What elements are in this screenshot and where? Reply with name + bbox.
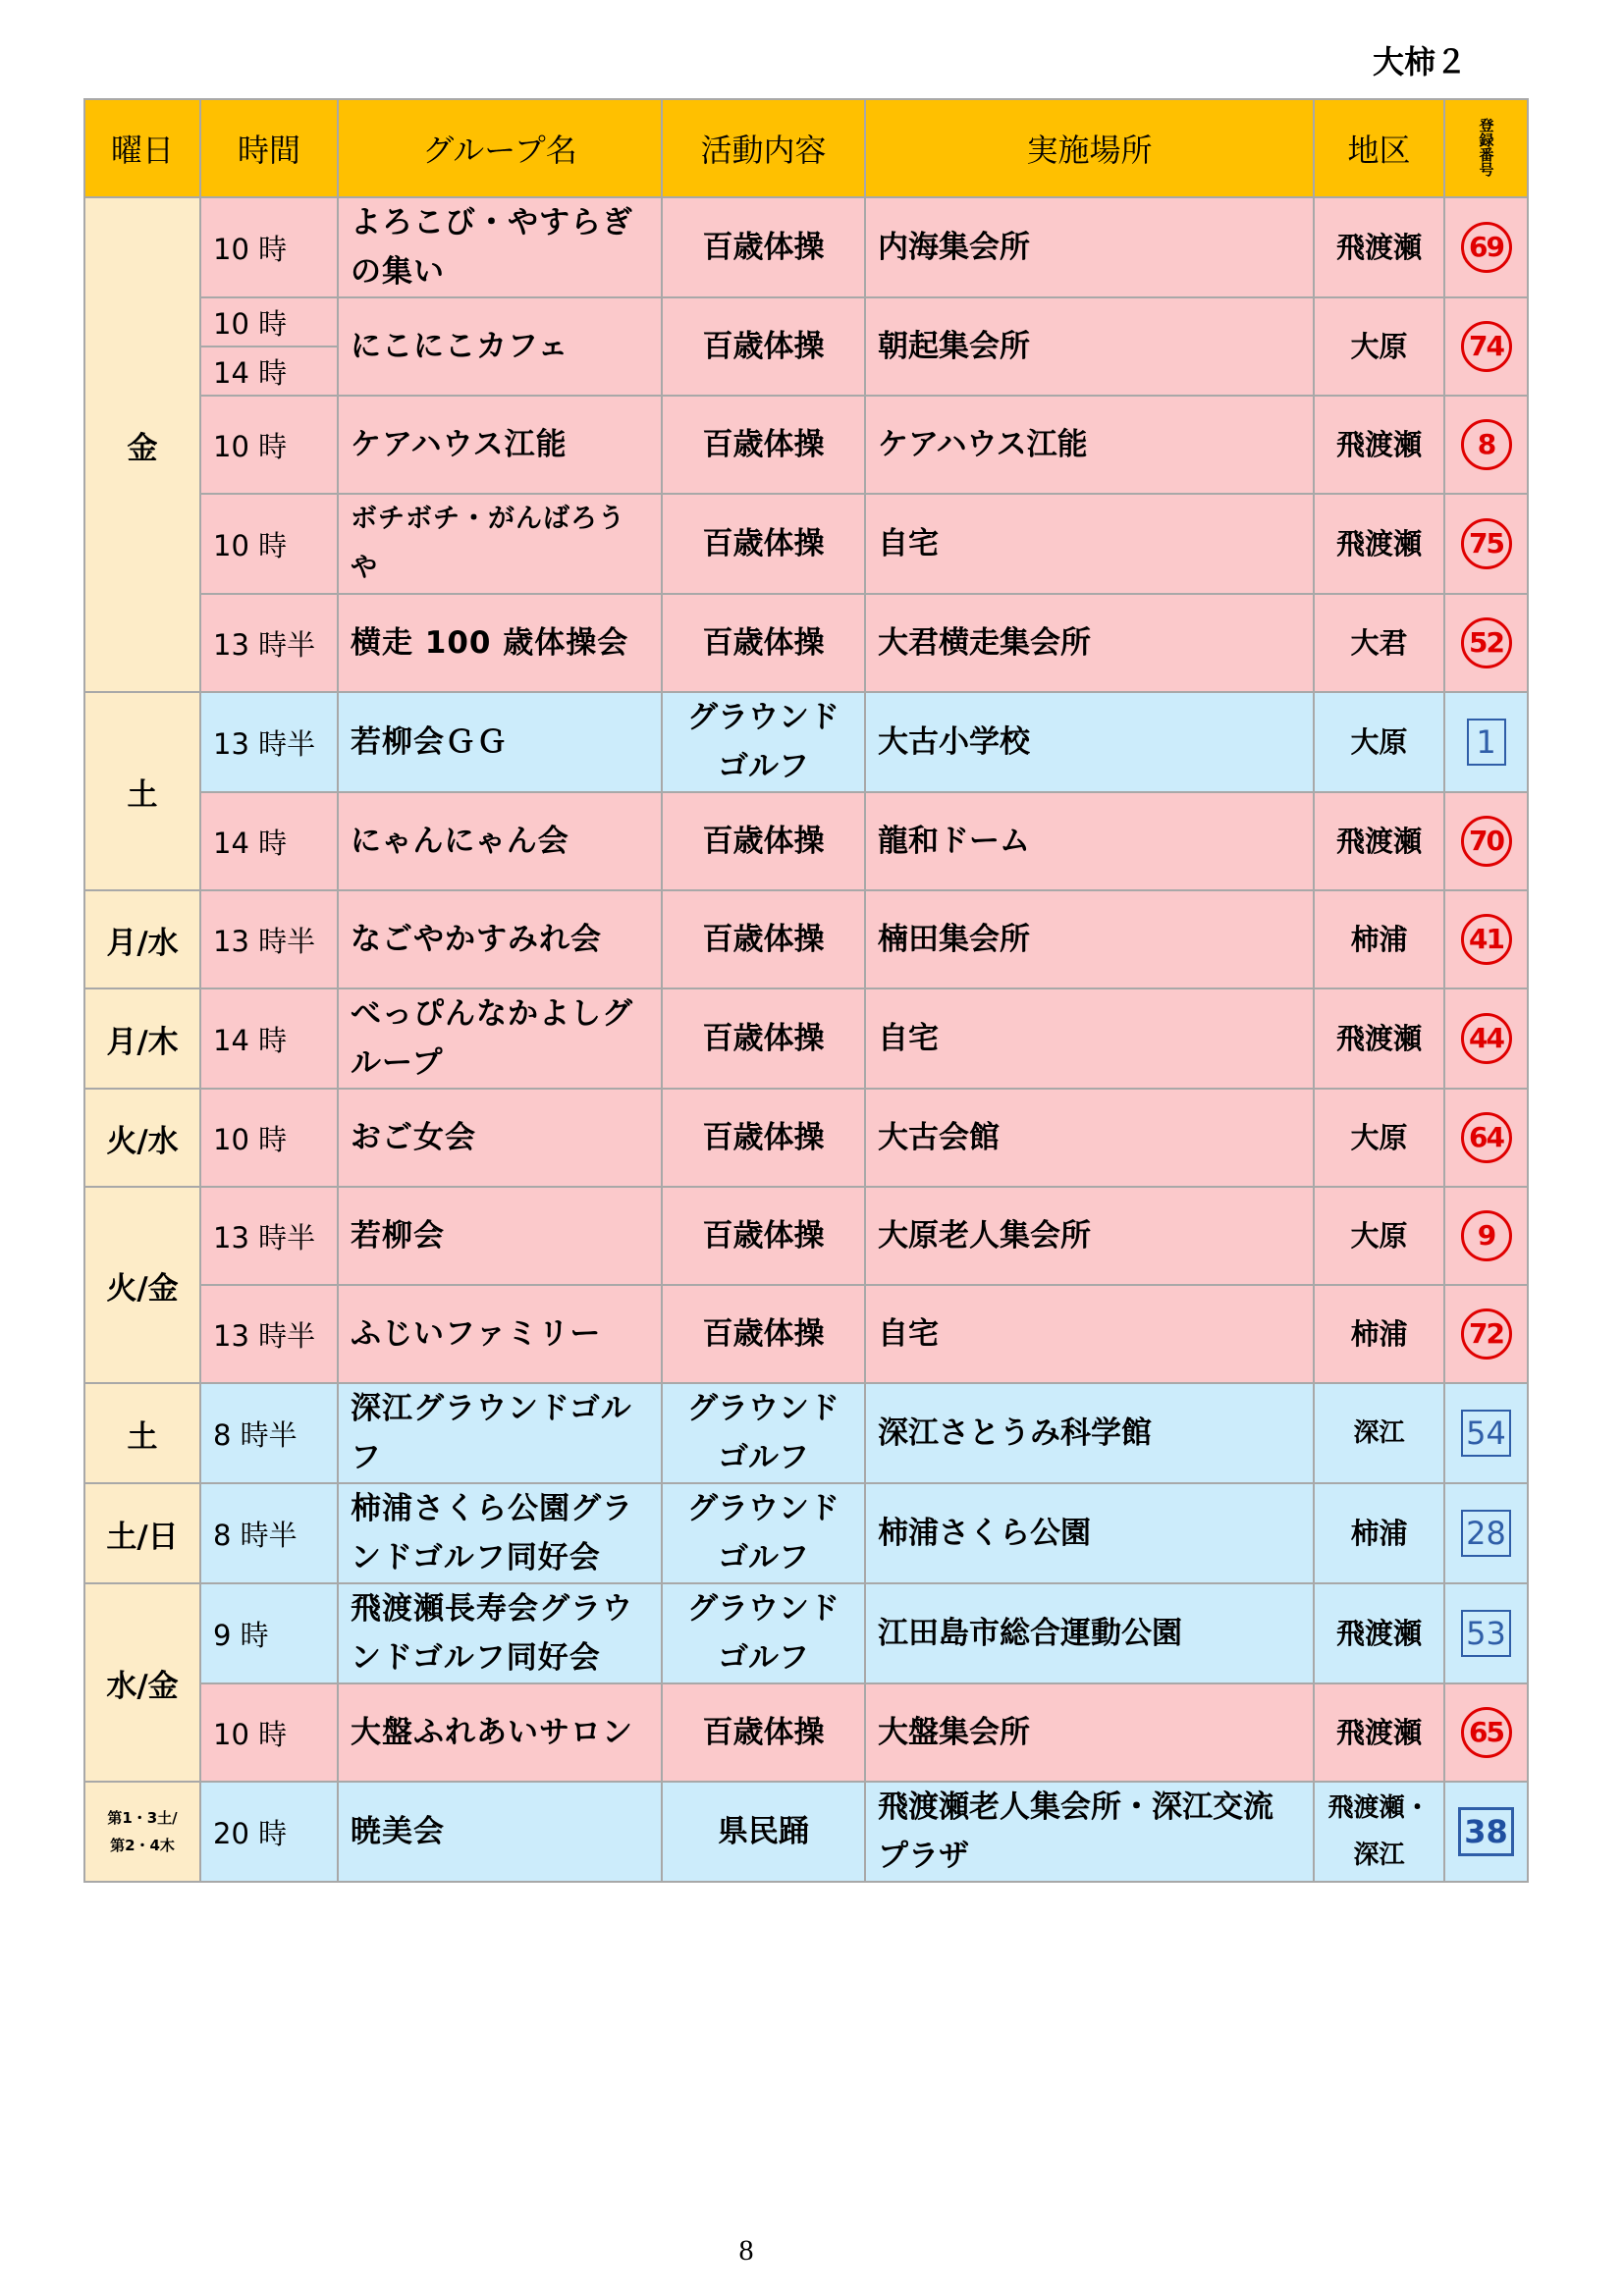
area-cell: 大原 (1314, 1089, 1444, 1187)
activity-cell: 百歳体操 (662, 1683, 865, 1782)
reg-number-badge: 52 (1461, 617, 1512, 668)
reg-cell (1444, 692, 1528, 792)
location-cell: 江田島市総合運動公園 (865, 1583, 1314, 1683)
reg-number-badge: 1 (1467, 719, 1506, 766)
time-cell: 10 時 (200, 1683, 338, 1782)
header-activity: 活動内容 (662, 99, 865, 197)
activity-cell: 県民踊 (662, 1782, 865, 1882)
table-row (84, 692, 1528, 792)
day-cell (84, 1782, 200, 1882)
location-cell: 大君横走集会所 (865, 594, 1314, 692)
group-cell: 飛渡瀬長寿会グラウンドゴルフ同好会 (338, 1583, 662, 1683)
reg-cell (1444, 1782, 1528, 1882)
group-cell: 大盤ふれあいサロン (338, 1683, 662, 1782)
day-cell: 土/日 (84, 1483, 200, 1583)
day-cell: 月/水 (84, 890, 200, 988)
day-cell: 月/木 (84, 988, 200, 1089)
group-cell: よろこび・やすらぎの集い (338, 197, 662, 297)
table-row (84, 494, 1528, 594)
time-cell: 10 時 (200, 1089, 338, 1187)
activity-cell: 百歳体操 (662, 988, 865, 1089)
day-cell: 金 (84, 197, 200, 692)
table-row (84, 1583, 1528, 1683)
reg-number-badge: 65 (1461, 1707, 1512, 1758)
reg-number-badge: 9 (1461, 1210, 1512, 1261)
group-cell: おご女会 (338, 1089, 662, 1187)
time-cell: 13 時半 (200, 594, 338, 692)
area-cell: 大原 (1314, 1187, 1444, 1285)
location-cell: 自宅 (865, 988, 1314, 1089)
group-cell: ケアハウス江能 (338, 396, 662, 494)
table-row (84, 1285, 1528, 1383)
day-cell: 土 (84, 1383, 200, 1483)
activity-cell: グラウンドゴルフ (662, 692, 865, 792)
area-cell: 飛渡瀬 (1314, 1683, 1444, 1782)
group-cell: 深江グラウンドゴルフ (338, 1383, 662, 1483)
reg-cell (1444, 594, 1528, 692)
group-cell: にゃんにゃん会 (338, 792, 662, 890)
time-cell: 13 時半 (200, 692, 338, 792)
reg-cell (1444, 1187, 1528, 1285)
activity-cell: 百歳体操 (662, 1285, 865, 1383)
table-row (84, 1383, 1528, 1483)
area-cell: 飛渡瀬 (1314, 197, 1444, 297)
location-cell: 飛渡瀬老人集会所・深江交流プラザ (865, 1782, 1314, 1882)
location-cell: 自宅 (865, 494, 1314, 594)
table-row (84, 1782, 1528, 1882)
reg-cell (1444, 988, 1528, 1089)
reg-number-badge: 8 (1461, 419, 1512, 470)
table-row (84, 1683, 1528, 1782)
location-cell: 大古会館 (865, 1089, 1314, 1187)
reg-number-badge: 28 (1461, 1510, 1511, 1557)
group-cell: にこにこカフェ (338, 297, 662, 396)
time-cell: 20 時 (200, 1782, 338, 1882)
area-cell: 深江 (1314, 1383, 1444, 1483)
area-cell: 飛渡瀬 (1314, 396, 1444, 494)
table-row (84, 396, 1528, 494)
reg-number-badge: 69 (1461, 222, 1512, 273)
area-cell: 大君 (1314, 594, 1444, 692)
time-cell: 8 時半 (200, 1483, 338, 1583)
time-cell: 14 時 (200, 347, 338, 396)
time-cell: 10 時 (200, 197, 338, 297)
area-cell: 柿浦 (1314, 1483, 1444, 1583)
location-cell: ケアハウス江能 (865, 396, 1314, 494)
reg-cell (1444, 1089, 1528, 1187)
location-cell: 大盤集会所 (865, 1683, 1314, 1782)
area-cell: 大原 (1314, 692, 1444, 792)
time-cell: 13 時半 (200, 1285, 338, 1383)
time-cell: 10 時 (200, 494, 338, 594)
group-cell: べっぴんなかよしグループ (338, 988, 662, 1089)
area-cell: 柿浦 (1314, 1285, 1444, 1383)
time-cell: 14 時 (200, 988, 338, 1089)
day-line-2: 第2・4木 (110, 1837, 175, 1854)
time-cell: 10 時 (200, 396, 338, 494)
activity-cell: グラウンドゴルフ (662, 1583, 865, 1683)
group-cell: 横走 100 歳体操会 (338, 594, 662, 692)
day-cell: 火/金 (84, 1187, 200, 1383)
area-cell: 大原 (1314, 297, 1444, 396)
activity-cell: 百歳体操 (662, 297, 865, 396)
group-cell: 若柳会 (338, 1187, 662, 1285)
corner-label: 大柿２ (1373, 43, 1468, 80)
table-row (84, 792, 1528, 890)
reg-cell (1444, 1583, 1528, 1683)
reg-number-badge: 64 (1461, 1112, 1512, 1163)
reg-cell (1444, 494, 1528, 594)
reg-cell (1444, 1683, 1528, 1782)
table-row (84, 1483, 1528, 1583)
table-row (84, 890, 1528, 988)
reg-number-badge: 70 (1461, 816, 1512, 867)
table-row (84, 988, 1528, 1089)
group-cell: ボチボチ・がんばろうや (338, 494, 662, 594)
reg-number-badge: 38 (1458, 1807, 1514, 1856)
header-group: グループ名 (338, 99, 662, 197)
header-row (84, 99, 1528, 197)
location-cell: 龍和ドーム (865, 792, 1314, 890)
activity-schedule-table (83, 98, 1529, 1883)
table-row (84, 197, 1528, 297)
time-cell: 14 時 (200, 792, 338, 890)
group-cell: なごやかすみれ会 (338, 890, 662, 988)
reg-number-badge: 53 (1461, 1610, 1511, 1657)
location-cell: 内海集会所 (865, 197, 1314, 297)
reg-cell (1444, 1383, 1528, 1483)
group-cell: 若柳会ＧＧ (338, 692, 662, 792)
reg-cell (1444, 297, 1528, 396)
time-cell: 9 時 (200, 1583, 338, 1683)
area-cell: 飛渡瀬 (1314, 792, 1444, 890)
activity-cell: 百歳体操 (662, 792, 865, 890)
location-cell: 楠田集会所 (865, 890, 1314, 988)
location-cell: 大古小学校 (865, 692, 1314, 792)
reg-number-badge: 54 (1461, 1410, 1511, 1457)
area-cell: 飛渡瀬 (1314, 494, 1444, 594)
table-row (84, 594, 1528, 692)
reg-number-badge: 44 (1461, 1013, 1512, 1064)
table-row (84, 1187, 1528, 1285)
area-cell: 飛渡瀬 (1314, 988, 1444, 1089)
day-cell: 火/水 (84, 1089, 200, 1187)
area-cell: 柿浦 (1314, 890, 1444, 988)
time-cell: 13 時半 (200, 1187, 338, 1285)
location-cell: 自宅 (865, 1285, 1314, 1383)
reg-cell (1444, 1285, 1528, 1383)
reg-number-badge: 74 (1461, 321, 1512, 372)
reg-cell (1444, 890, 1528, 988)
activity-cell: グラウンドゴルフ (662, 1383, 865, 1483)
area-cell: 飛渡瀬 (1314, 1583, 1444, 1683)
reg-number-badge: 75 (1461, 518, 1512, 569)
page-number: 8 (738, 2234, 754, 2267)
activity-cell: 百歳体操 (662, 197, 865, 297)
area-cell: 飛渡瀬・深江 (1314, 1782, 1444, 1882)
header-reg-no-label: 登録番号 (1477, 118, 1495, 177)
group-cell: 暁美会 (338, 1782, 662, 1882)
reg-cell (1444, 792, 1528, 890)
reg-cell (1444, 1483, 1528, 1583)
header-area: 地区 (1314, 99, 1444, 197)
activity-cell: 百歳体操 (662, 396, 865, 494)
table-row (84, 297, 1528, 347)
activity-cell: グラウンドゴルフ (662, 1483, 865, 1583)
location-cell: 柿浦さくら公園 (865, 1483, 1314, 1583)
activity-cell: 百歳体操 (662, 890, 865, 988)
activity-cell: 百歳体操 (662, 1089, 865, 1187)
reg-cell (1444, 197, 1528, 297)
table-row (84, 1089, 1528, 1187)
day-line-1: 第1・3土/ (107, 1809, 178, 1827)
group-cell: ふじいファミリー (338, 1285, 662, 1383)
reg-cell (1444, 396, 1528, 494)
time-cell: 8 時半 (200, 1383, 338, 1483)
reg-number-badge: 41 (1461, 914, 1512, 965)
activity-cell: 百歳体操 (662, 594, 865, 692)
reg-number-badge: 72 (1461, 1308, 1512, 1360)
location-cell: 深江さとうみ科学館 (865, 1383, 1314, 1483)
header-reg-no (1444, 99, 1528, 197)
time-cell: 10 時 (200, 297, 338, 347)
header-time: 時間 (200, 99, 338, 197)
activity-cell: 百歳体操 (662, 1187, 865, 1285)
location-cell: 朝起集会所 (865, 297, 1314, 396)
group-cell: 柿浦さくら公園グランドゴルフ同好会 (338, 1483, 662, 1583)
day-cell: 土 (84, 692, 200, 890)
location-cell: 大原老人集会所 (865, 1187, 1314, 1285)
day-cell: 水/金 (84, 1583, 200, 1782)
header-day: 曜日 (84, 99, 200, 197)
header-location: 実施場所 (865, 99, 1314, 197)
activity-cell: 百歳体操 (662, 494, 865, 594)
time-cell: 13 時半 (200, 890, 338, 988)
